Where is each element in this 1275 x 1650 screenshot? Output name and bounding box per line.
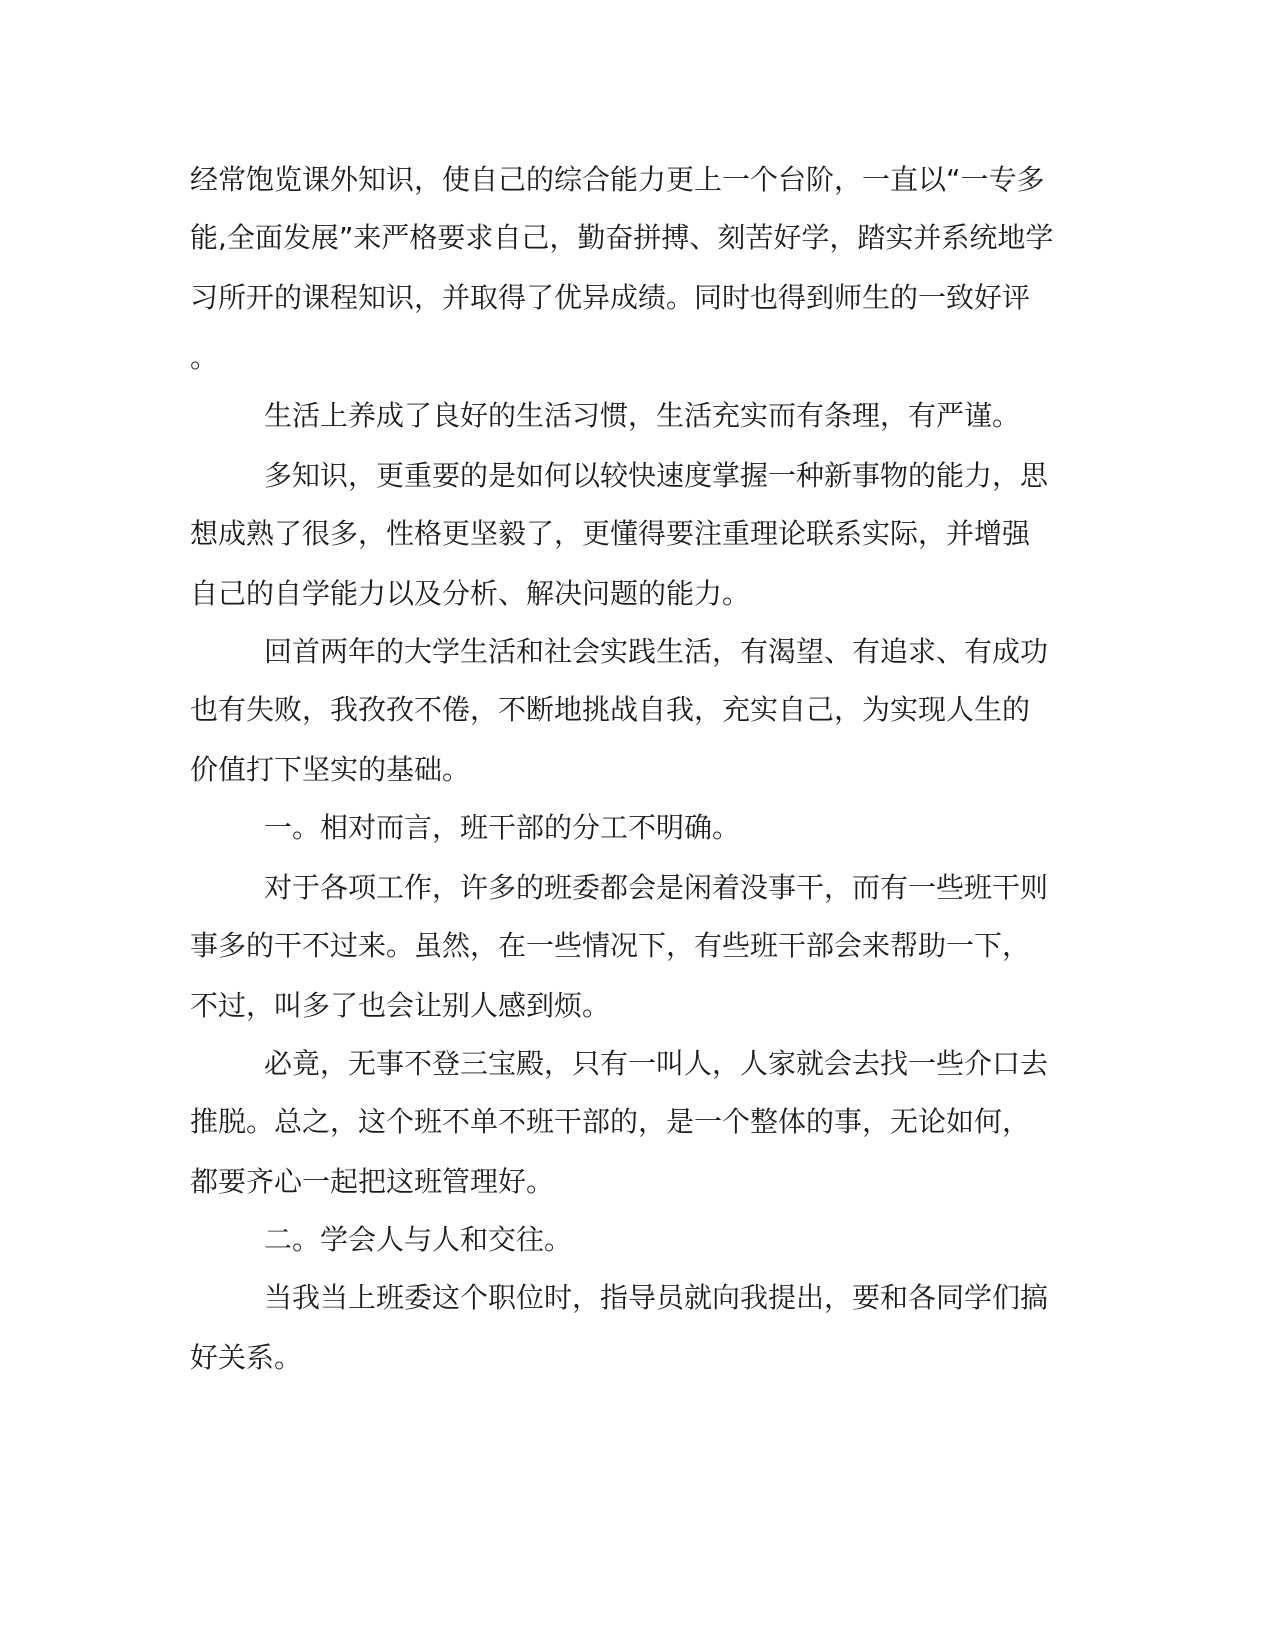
text-line: 推脱。总之，这个班不单不班干部的，是一个整体的事，无论如何， xyxy=(190,1105,1031,1138)
text-line: 回首两年的大学生活和社会实践生活，有渴望、有追求、有成功 xyxy=(264,635,1049,668)
text-line: 对于各项工作，许多的班委都会是闲着没事干，而有一些班干则 xyxy=(264,871,1049,904)
text-line: 也有失败，我孜孜不倦，不断地挑战自我，充实自己，为实现人生的 xyxy=(190,693,1031,726)
text-line: 事多的干不过来。虽然，在一些情况下，有些班干部会来帮助一下， xyxy=(190,929,1031,962)
text-line: 都要齐心一起把这班管理好。 xyxy=(190,1165,555,1198)
text-line: 价值打下坚实的基础。 xyxy=(190,753,471,786)
text-line: 自己的自学能力以及分析、解决问题的能力。 xyxy=(190,577,751,610)
text-line: 二。学会人与人和交往。 xyxy=(264,1223,573,1256)
text-line: 能,全面发展”来严格要求自己，勤奋拼搏、刻苦好学，踏实并系统地学 xyxy=(190,221,1054,254)
text-line: 当我当上班委这个职位时，指导员就向我提出，要和各同学们搞 xyxy=(264,1281,1049,1314)
text-line: 不过，叫多了也会让别人感到烦。 xyxy=(190,989,611,1022)
text-line: 多知识，更重要的是如何以较快速度掌握一种新事物的能力，思 xyxy=(264,459,1049,492)
text-line: 经常饱览课外知识，使自己的综合能力更上一个台阶，一直以“一专多 xyxy=(190,163,1045,196)
text-line: 一。相对而言，班干部的分工不明确。 xyxy=(264,811,741,844)
text-line: 。 xyxy=(190,341,219,374)
text-line: 习所开的课程知识，并取得了优异成绩。同时也得到师生的一致好评 xyxy=(190,281,1031,314)
text-line: 生活上养成了良好的生活习惯，生活充实而有条理，有严谨。 xyxy=(264,399,1021,432)
text-line: 想成熟了很多，性格更坚毅了，更懂得要注重理论联系实际，并增强 xyxy=(190,517,1031,550)
text-line: 必竟，无事不登三宝殿，只有一叫人，人家就会去找一些介口去 xyxy=(264,1047,1049,1080)
text-line: 好关系。 xyxy=(190,1341,303,1374)
